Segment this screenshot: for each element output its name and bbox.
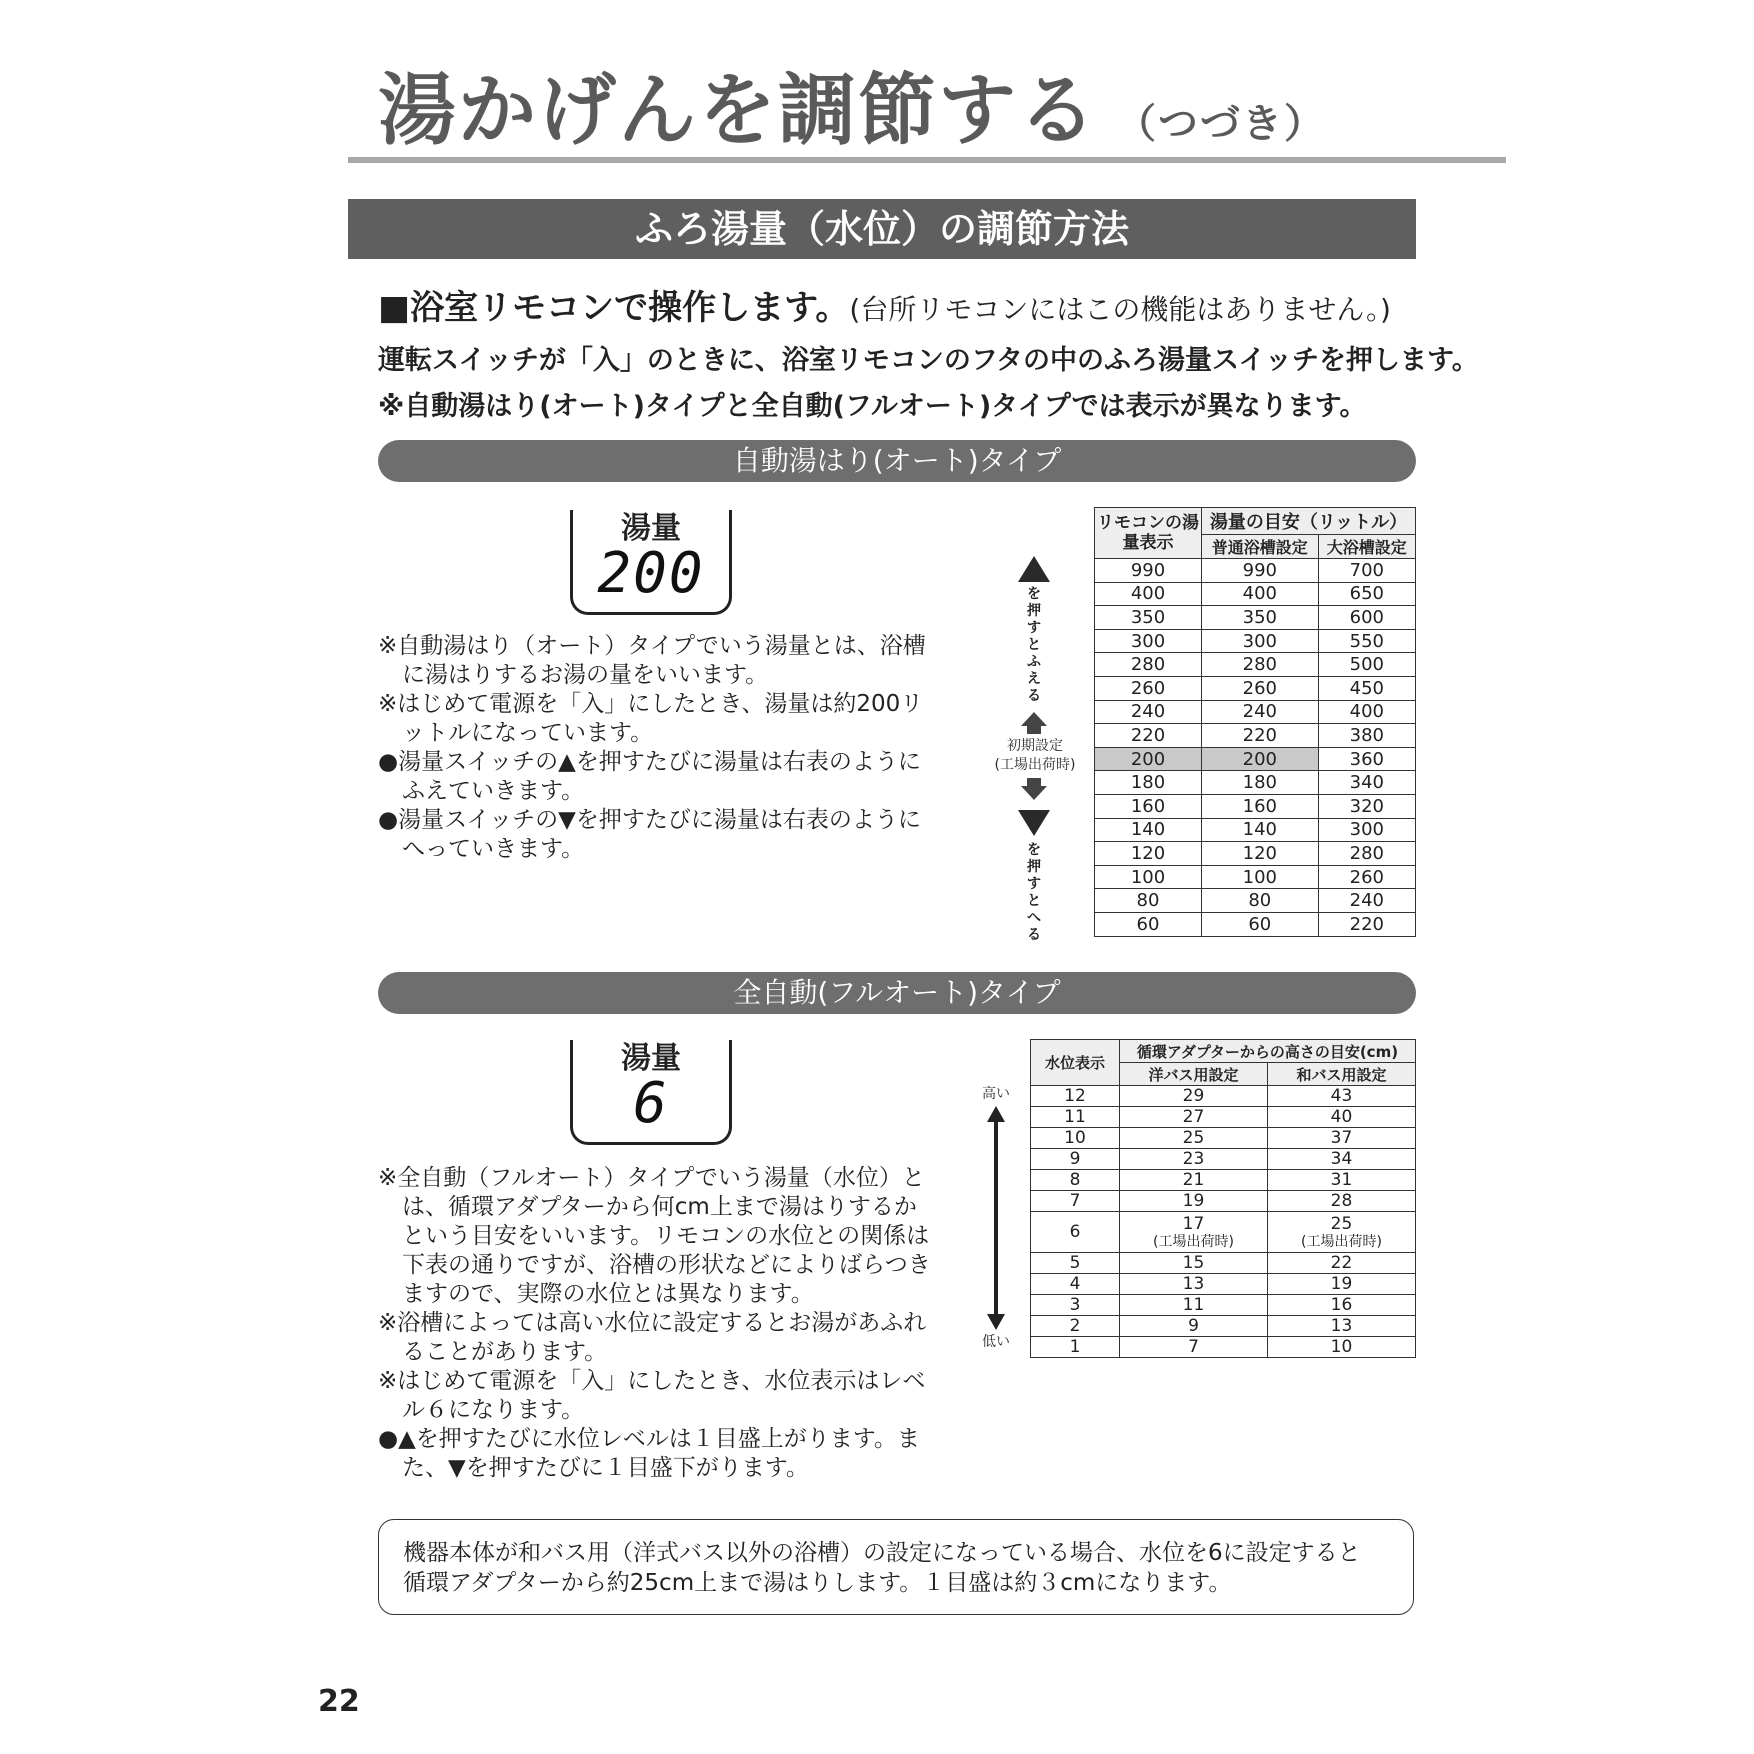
table-row	[1095, 842, 1416, 866]
page-title	[378, 48, 1326, 160]
table-row	[1095, 582, 1416, 606]
up-triangle-icon	[1018, 556, 1050, 582]
cell-value: 31	[1330, 1170, 1353, 1190]
table-cell: 240	[1202, 700, 1319, 724]
table-row	[1095, 865, 1416, 889]
table-cell: 60	[1095, 912, 1202, 936]
table-cell	[1120, 1191, 1268, 1212]
table-row	[1095, 889, 1416, 913]
table-cell: 450	[1318, 676, 1415, 700]
table-cell: 300	[1318, 818, 1415, 842]
table-cell	[1120, 1212, 1268, 1253]
table-cell: 380	[1318, 724, 1415, 748]
full-note-2: ※浴槽によっては高い水位に設定するとお湯があふれることがあります。	[378, 1310, 927, 1365]
table-cell: 220	[1202, 724, 1319, 748]
table-row	[1095, 747, 1416, 771]
full-note-1: ※全自動（フルオート）タイプでいう湯量（水位）とは、循環アダプターから何cm上まで湯はりするかという目安をいいます。リモコンの水位との関係は下表の通りですが、浴槽の形状などによりばらつきますので、実際の水位とは異なります。	[378, 1165, 931, 1307]
table-cell	[1267, 1316, 1415, 1337]
cell-value: 22	[1330, 1253, 1353, 1273]
table-cell: 80	[1202, 889, 1319, 913]
table-cell	[1031, 1170, 1120, 1191]
table-cell: 400	[1202, 582, 1319, 606]
table-cell	[1031, 1253, 1120, 1274]
table-cell: 180	[1202, 771, 1319, 795]
table-row	[1095, 629, 1416, 653]
table-cell	[1031, 1107, 1120, 1128]
table-cell	[1267, 1128, 1415, 1149]
table-cell	[1120, 1253, 1268, 1274]
table-row	[1031, 1212, 1416, 1253]
cell-value: 1	[1069, 1337, 1081, 1357]
table-cell	[1120, 1337, 1268, 1358]
table-row	[1031, 1295, 1416, 1316]
table-cell	[1267, 1253, 1415, 1274]
table-row	[1031, 1337, 1416, 1358]
table-cell	[1031, 1191, 1120, 1212]
cell-value: 40	[1330, 1107, 1353, 1127]
arrow-down-icon	[1021, 786, 1047, 800]
col-header-large: 大浴槽設定	[1318, 535, 1415, 559]
instruction-paragraph: 運転スイッチが「入」のときに、浴室リモコンのフタの中のふろ湯量スイッチを押します。	[378, 345, 1479, 376]
table-cell: 350	[1202, 606, 1319, 630]
table-cell: 650	[1318, 582, 1415, 606]
cell-value: 5	[1069, 1253, 1081, 1273]
cell-value: 37	[1330, 1128, 1353, 1148]
cell-value: 4	[1069, 1274, 1081, 1294]
table-cell: 350	[1095, 606, 1202, 630]
low-label: 低い	[982, 1334, 1010, 1350]
remote-value: 6	[633, 1071, 669, 1136]
table-cell: 500	[1318, 653, 1415, 677]
cell-value: 3	[1069, 1295, 1081, 1315]
full-auto-type-header: 全自動(フルオート)タイプ	[378, 972, 1416, 1014]
col-header-display: リモコンの湯量表示	[1095, 508, 1202, 559]
table-row	[1031, 1086, 1416, 1107]
table-cell	[1267, 1337, 1415, 1358]
table-cell: 280	[1318, 842, 1415, 866]
table-cell: 260	[1318, 865, 1415, 889]
remote-label: 湯量	[621, 511, 681, 546]
table-cell	[1031, 1149, 1120, 1170]
table-cell	[1120, 1274, 1268, 1295]
col-header-japanese: 和バス用設定	[1267, 1063, 1415, 1086]
table-cell: 400	[1095, 582, 1202, 606]
table-cell: 200	[1202, 747, 1319, 771]
table-cell	[1120, 1170, 1268, 1191]
table-cell: 260	[1095, 676, 1202, 700]
table-cell	[1031, 1086, 1120, 1107]
col-header-group: 湯量の目安（リットル）	[1202, 508, 1416, 535]
arrow-up-stem	[1027, 726, 1041, 734]
info-box	[378, 1519, 1414, 1615]
col-header-height-group: 循環アダプターからの高さの目安(cm)	[1120, 1040, 1416, 1063]
table-cell	[1120, 1107, 1268, 1128]
full-notes	[378, 1164, 938, 1483]
cell-value: 23	[1182, 1149, 1205, 1169]
table-cell: 700	[1318, 559, 1415, 583]
cell-value: 34	[1330, 1149, 1353, 1169]
page-number: 22	[318, 1684, 360, 1719]
table-row	[1095, 700, 1416, 724]
cell-value: 27	[1182, 1107, 1205, 1127]
table-cell	[1120, 1316, 1268, 1337]
cell-value: 29	[1182, 1086, 1205, 1106]
table-row	[1095, 724, 1416, 748]
table-cell	[1031, 1337, 1120, 1358]
lead-main: ■浴室リモコンで操作します。	[378, 288, 850, 328]
factory-default-note: (工場出荷時)	[1301, 1234, 1382, 1250]
table-cell	[1267, 1170, 1415, 1191]
cell-value: 11	[1182, 1295, 1205, 1315]
table-row	[1031, 1128, 1416, 1149]
table-cell	[1267, 1107, 1415, 1128]
full-level-table	[1030, 1039, 1416, 1358]
table-row	[1095, 912, 1416, 936]
table-cell: 100	[1202, 865, 1319, 889]
type-difference-note: ※自動湯はり(オート)タイプと全自動(フルオート)タイプでは表示が異なります。	[378, 391, 1367, 422]
remote-value: 200	[597, 541, 705, 606]
table-cell: 160	[1202, 794, 1319, 818]
table-cell: 240	[1318, 889, 1415, 913]
table-cell	[1120, 1149, 1268, 1170]
table-cell: 160	[1095, 794, 1202, 818]
auto-type-header: 自動湯はり(オート)タイプ	[378, 440, 1416, 482]
table-row	[1095, 818, 1416, 842]
table-cell: 280	[1095, 653, 1202, 677]
auto-remote-display	[570, 510, 732, 615]
table-cell: 280	[1202, 653, 1319, 677]
table-cell	[1120, 1128, 1268, 1149]
cell-value: 19	[1182, 1191, 1205, 1211]
cell-value: 10	[1330, 1337, 1353, 1357]
table-cell: 140	[1095, 818, 1202, 842]
table-row	[1095, 794, 1416, 818]
initial-setting-label: 初期設定	[1007, 738, 1063, 754]
table-cell: 120	[1202, 842, 1319, 866]
cell-value: 11	[1064, 1107, 1086, 1127]
arrow-up-icon	[1021, 712, 1047, 726]
auto-note-2: ※はじめて電源を「入」にしたとき、湯量は約200リットルになっています。	[378, 691, 924, 746]
full-remote-display	[570, 1040, 732, 1145]
table-row	[1095, 676, 1416, 700]
lead-text	[378, 280, 1391, 329]
cell-value: 25	[1330, 1214, 1353, 1234]
lead-sub: (台所リモコンにはこの機能はありません。)	[849, 293, 1391, 326]
table-row	[1031, 1191, 1416, 1212]
table-cell: 240	[1095, 700, 1202, 724]
full-note-4: ●▲を押すたびに水位レベルは１目盛上がります。また、▼を押すたびに１目盛下がります。	[378, 1426, 920, 1481]
factory-default-note: (工場出荷時)	[1153, 1234, 1234, 1250]
cell-value: 15	[1182, 1253, 1205, 1273]
info-line-1: 機器本体が和バス用（洋式バス以外の浴槽）の設定になっている場合、水位を6に設定すると	[403, 1540, 1361, 1566]
table-cell	[1031, 1274, 1120, 1295]
table-cell: 990	[1095, 559, 1202, 583]
section-banner: ふろ湯量（水位）の調節方法	[348, 199, 1416, 259]
height-axis-line	[994, 1120, 998, 1316]
table-cell	[1120, 1295, 1268, 1316]
cell-value: 9	[1188, 1316, 1199, 1336]
cell-value: 16	[1330, 1295, 1353, 1315]
remote-label: 湯量	[621, 1041, 681, 1076]
table-cell: 80	[1095, 889, 1202, 913]
table-cell	[1267, 1191, 1415, 1212]
table-row	[1031, 1107, 1416, 1128]
cell-value: 25	[1182, 1128, 1205, 1148]
col-header-western: 洋バス用設定	[1120, 1063, 1268, 1086]
col-header-level: 水位表示	[1031, 1040, 1120, 1086]
table-row	[1031, 1274, 1416, 1295]
cell-value: 8	[1069, 1170, 1081, 1190]
table-cell	[1031, 1212, 1120, 1253]
table-cell: 140	[1202, 818, 1319, 842]
cell-value: 43	[1330, 1086, 1353, 1106]
arrow-up-text: を押すとふえる	[1027, 586, 1041, 704]
full-note-3: ※はじめて電源を「入」にしたとき、水位表示はレベル６になります。	[378, 1368, 926, 1423]
cell-value: 6	[1069, 1222, 1081, 1242]
table-cell	[1031, 1128, 1120, 1149]
table-cell: 550	[1318, 629, 1415, 653]
table-row	[1031, 1253, 1416, 1274]
table-cell: 260	[1202, 676, 1319, 700]
cell-value: 10	[1064, 1128, 1086, 1148]
table-cell: 60	[1202, 912, 1319, 936]
down-triangle-icon	[1018, 810, 1050, 836]
table-row	[1095, 559, 1416, 583]
arrow-down-text: を押すとへる	[1027, 842, 1041, 943]
table-row	[1031, 1316, 1416, 1337]
page-title-main: 湯かげんを調節する	[378, 66, 1099, 156]
arrow-down-head-icon	[987, 1314, 1005, 1330]
auto-note-1: ※自動湯はり（オート）タイプでいう湯量とは、浴槽に湯はりするお湯の量をいいます。	[378, 633, 926, 688]
cell-value: 2	[1069, 1316, 1081, 1336]
table-cell	[1267, 1212, 1415, 1253]
cell-value: 9	[1069, 1149, 1081, 1169]
table-cell: 300	[1095, 629, 1202, 653]
table-cell: 400	[1318, 700, 1415, 724]
cell-value: 12	[1064, 1086, 1086, 1106]
table-cell: 220	[1318, 912, 1415, 936]
table-cell: 200	[1095, 747, 1202, 771]
table-row	[1095, 771, 1416, 795]
table-cell: 990	[1202, 559, 1319, 583]
arrow-down-stem	[1027, 778, 1041, 786]
cell-value: 28	[1330, 1191, 1353, 1211]
auto-volume-table	[1094, 507, 1416, 937]
table-cell	[1267, 1295, 1415, 1316]
cell-value: 17	[1182, 1214, 1205, 1234]
table-cell: 180	[1095, 771, 1202, 795]
table-cell: 100	[1095, 865, 1202, 889]
auto-note-4: ●湯量スイッチの▼を押すたびに湯量は右表のようにへっていきます。	[378, 807, 921, 862]
table-cell: 220	[1095, 724, 1202, 748]
table-cell: 300	[1202, 629, 1319, 653]
page-title-suffix: （つづき）	[1116, 101, 1327, 147]
table-cell: 120	[1095, 842, 1202, 866]
cell-value: 21	[1182, 1170, 1205, 1190]
table-row	[1031, 1149, 1416, 1170]
table-cell: 340	[1318, 771, 1415, 795]
cell-value: 19	[1330, 1274, 1353, 1294]
table-cell: 600	[1318, 606, 1415, 630]
table-cell: 320	[1318, 794, 1415, 818]
table-cell: 360	[1318, 747, 1415, 771]
table-cell	[1267, 1274, 1415, 1295]
table-row	[1095, 606, 1416, 630]
auto-note-3: ●湯量スイッチの▲を押すたびに湯量は右表のようにふえていきます。	[378, 749, 921, 804]
cell-value: 13	[1182, 1274, 1205, 1294]
table-cell	[1267, 1149, 1415, 1170]
factory-setting-label: (工場出荷時)	[994, 757, 1076, 773]
table-row	[1095, 653, 1416, 677]
auto-notes	[378, 632, 938, 864]
table-cell	[1267, 1086, 1415, 1107]
table-cell	[1031, 1295, 1120, 1316]
cell-value: 7	[1188, 1337, 1199, 1357]
cell-value: 7	[1069, 1191, 1081, 1211]
col-header-normal: 普通浴槽設定	[1202, 535, 1319, 559]
table-cell	[1120, 1086, 1268, 1107]
title-divider	[348, 157, 1506, 163]
cell-value: 13	[1330, 1316, 1353, 1336]
table-cell	[1031, 1316, 1120, 1337]
high-label: 高い	[982, 1086, 1010, 1102]
info-line-2: 循環アダプターから約25cm上まで湯はりします。１目盛は約３cmになります。	[403, 1570, 1232, 1596]
table-row	[1031, 1170, 1416, 1191]
